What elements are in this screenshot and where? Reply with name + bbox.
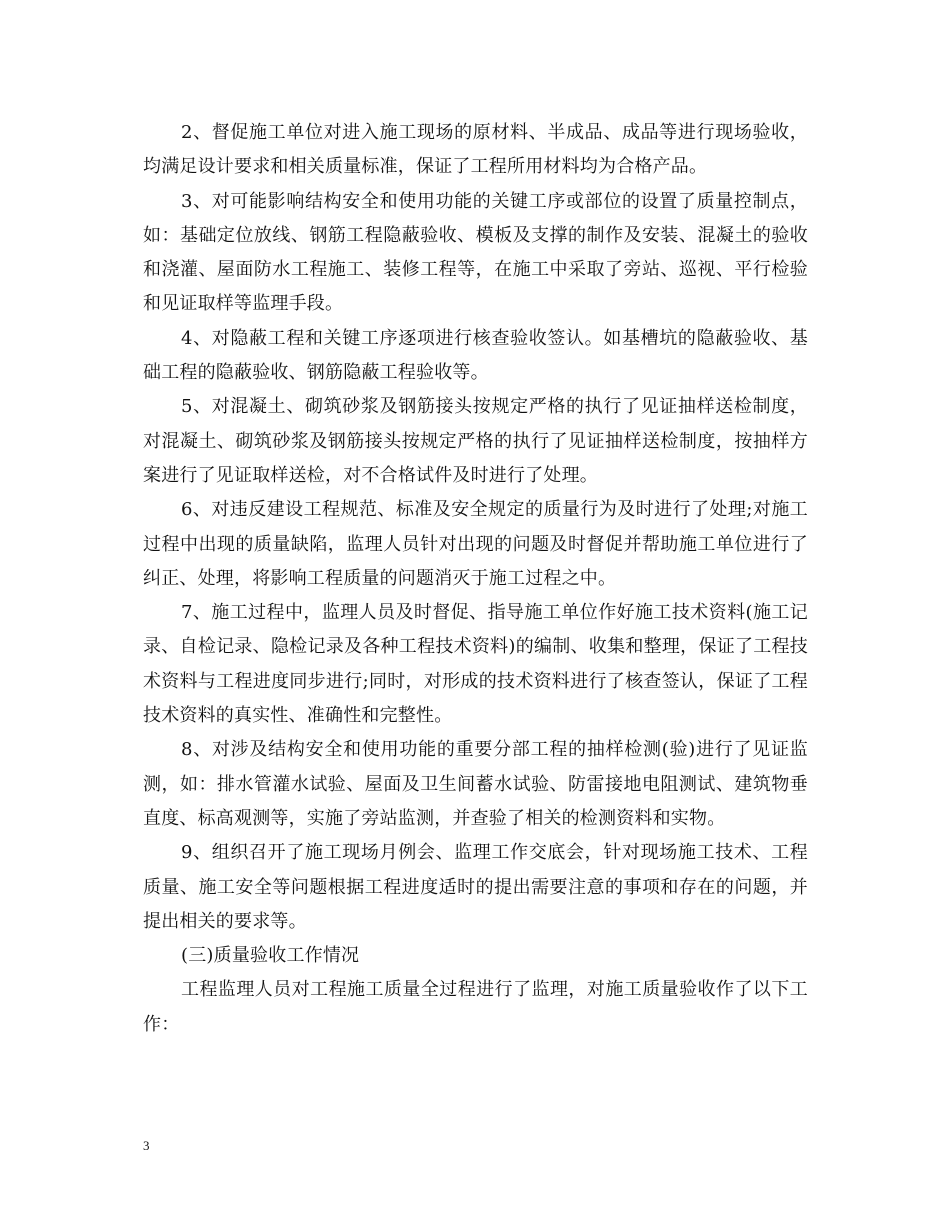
page-number: 3 <box>143 1138 150 1153</box>
paragraph-7: 7、施工过程中，监理人员及时督促、指导施工单位作好施工技术资料(施工记录、自检记录、隐检记录及各种工程技术资料)的编制、收集和整理，保证了工程技术资料与工程进度同步进行;同时，对形成的技术资料进行了核查签认，保证了工程技术资料的真实性、准确性和完整性。 <box>143 602 808 727</box>
document-body <box>143 116 808 1042</box>
paragraph-9: 9、组织召开了施工现场月例会、监理工作交底会，针对现场施工技术、工程质量、施工安全等问题根据工程进度适时的提出需要注意的事项和存在的问题，并提出相关的要求等。 <box>143 842 808 932</box>
paragraph-8: 8、对涉及结构安全和使用功能的重要分部工程的抽样检测(验)进行了见证监测，如：排水管灌水试验、屋面及卫生间蓄水试验、防雷接地电阻测试、建筑物垂直度、标高观测等，实施了旁站监测，并查验了相关的检测资料和实物。 <box>143 739 808 829</box>
paragraph-2: 2、督促施工单位对进入施工现场的原材料、半成品、成品等进行现场验收，均满足设计要求和相关质量标准，保证了工程所用材料均为合格产品。 <box>143 122 808 178</box>
paragraph-6: 6、对违反建设工程规范、标准及安全规定的质量行为及时进行了处理;对施工过程中出现的质量缺陷，监理人员针对出现的问题及时督促并帮助施工单位进行了纠正、处理，将影响工程质量的问题消灭于施工过程之中。 <box>143 499 808 589</box>
section-heading: (三)质量验收工作情况 <box>181 945 360 967</box>
paragraph-intro: 工程监理人员对工程施工质量全过程进行了监理，对施工质量验收作了以下工作： <box>143 979 808 1035</box>
paragraph-3: 3、对可能影响结构安全和使用功能的关键工序或部位的设置了质量控制点，如：基础定位放线、钢筋工程隐蔽验收、模板及支撑的制作及安装、混凝土的验收和浇灌、屋面防水工程施工、装修工程等，在施工中采取了旁站、巡视、平行检验和见证取样等监理手段。 <box>143 190 808 315</box>
paragraph-5: 5、对混凝土、砌筑砂浆及钢筋接头按规定严格的执行了见证抽样送检制度，对混凝土、砌筑砂浆及钢筋接头按规定严格的执行了见证抽样送检制度，按抽样方案进行了见证取样送检，对不合格试件及时进行了处理。 <box>143 396 808 486</box>
paragraph-4: 4、对隐蔽工程和关键工序逐项进行核查验收签认。如基槽坑的隐蔽验收、基础工程的隐蔽验收、钢筋隐蔽工程验收等。 <box>143 327 808 384</box>
